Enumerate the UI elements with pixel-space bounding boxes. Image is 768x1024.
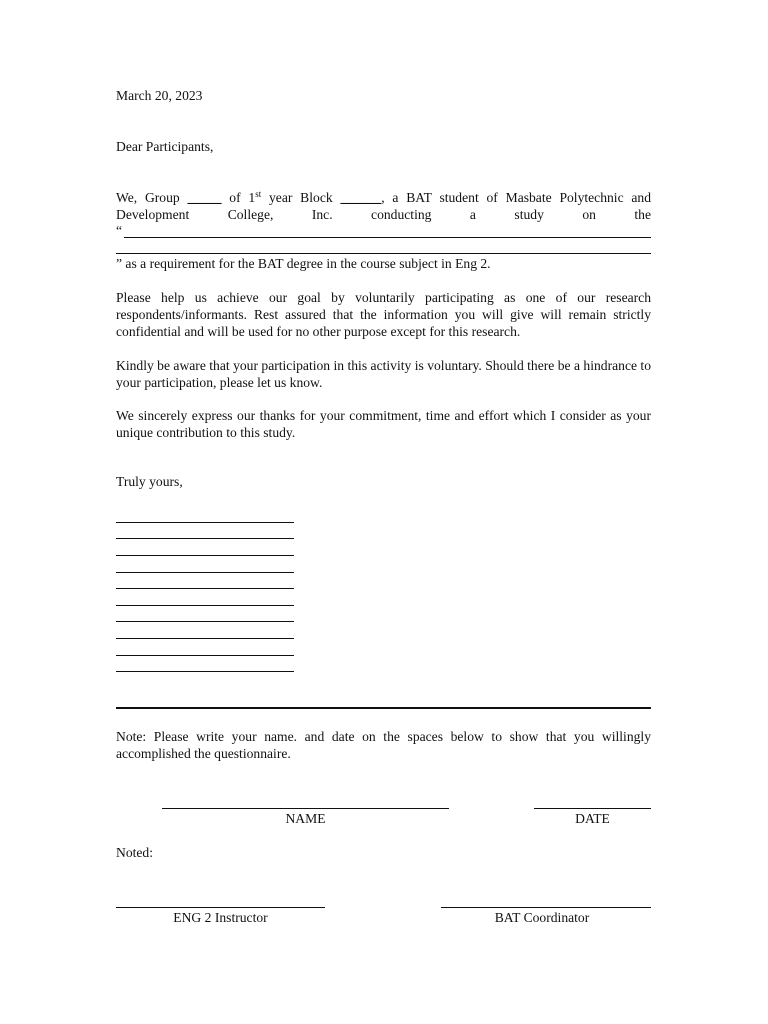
member-signature-line[interactable] xyxy=(116,522,294,523)
intro-line-2: Development College, Inc. conducting a study on the xyxy=(116,207,651,222)
noted-label: Noted: xyxy=(116,845,153,860)
member-signature-line[interactable] xyxy=(116,671,294,672)
intro-year-block: year Block xyxy=(269,190,333,205)
member-signature-line[interactable] xyxy=(116,621,294,622)
coordinator-label: BAT Coordinator xyxy=(494,910,590,925)
closing-truly-yours: Truly yours, xyxy=(116,474,183,489)
intro-we-group: We, Group xyxy=(116,190,180,205)
date-line[interactable] xyxy=(534,808,651,809)
section-divider xyxy=(116,707,651,709)
member-signature-line[interactable] xyxy=(116,655,294,656)
member-signature-line[interactable] xyxy=(116,555,294,556)
member-signature-line[interactable] xyxy=(116,572,294,573)
open-quote: “ xyxy=(116,223,123,238)
instructor-label: ENG 2 Instructor xyxy=(173,910,268,925)
coordinator-signature-line[interactable] xyxy=(441,907,651,908)
paragraph-thanks: We sincerely express our thanks for your commitment, time and effort which I consider as your unique contribution to this study. xyxy=(116,408,651,440)
group-blank[interactable]: _____ xyxy=(187,190,222,205)
intro-line-1 xyxy=(116,189,651,206)
study-title-line-2[interactable] xyxy=(116,253,651,254)
intro-rest-line1: , a BAT student of Masbate Polytechnic and xyxy=(381,190,652,205)
member-signature-line[interactable] xyxy=(116,638,294,639)
ordinal-superscript: st xyxy=(255,189,262,199)
salutation: Dear Participants, xyxy=(116,139,214,154)
member-signature-line[interactable] xyxy=(116,538,294,539)
paragraph-participation: Please help us achieve our goal by voluntarily participating as one of our research respondents/informants. Rest assured that the information you will give will remain strictly confidential and will be used for no other purpose except for this research. xyxy=(116,290,651,339)
study-title-line-1[interactable] xyxy=(124,237,651,238)
paragraph-voluntary: Kindly be aware that your participation in this activity is voluntary. Should there be a hindrance to your participation, please let us know. xyxy=(116,358,651,390)
member-signature-line[interactable] xyxy=(116,588,294,589)
date-label: DATE xyxy=(575,811,610,826)
letter-date: March 20, 2023 xyxy=(116,88,203,103)
instructor-signature-line[interactable] xyxy=(116,907,325,908)
intro-of: of 1 xyxy=(229,190,256,205)
block-blank[interactable]: ______ xyxy=(340,190,382,205)
name-label: NAME xyxy=(285,811,326,826)
intro-closing: ” as a requirement for the BAT degree in the course subject in Eng 2. xyxy=(116,256,491,271)
member-signature-line[interactable] xyxy=(116,605,294,606)
name-line[interactable] xyxy=(162,808,449,809)
note-text: Note: Please write your name. and date on the spaces below to show that you willingly accomplished the questionnaire. xyxy=(116,729,651,761)
